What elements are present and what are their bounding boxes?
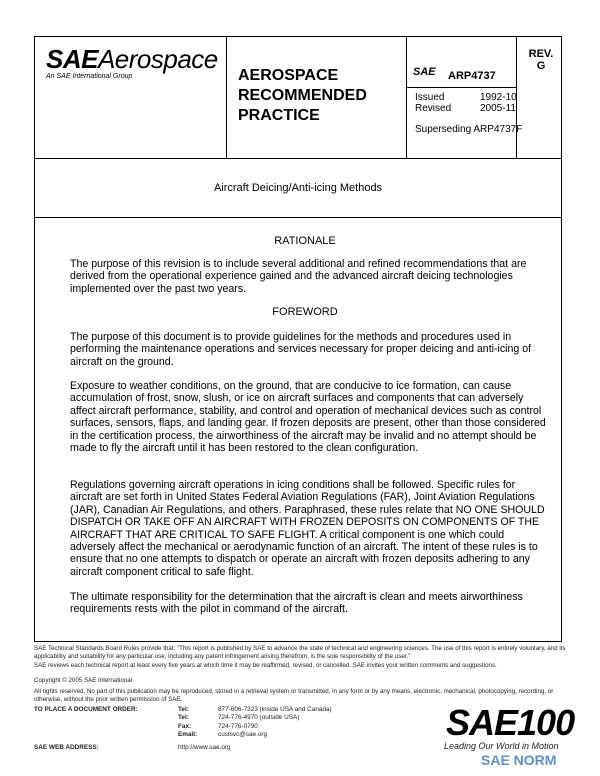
brand-tagline: Leading Our World in Motion <box>444 741 559 751</box>
contact-value: 724-776-4970 (outside USA) <box>218 714 300 722</box>
issued-label: Issued <box>415 92 445 103</box>
doc-number: ARP4737 <box>448 70 496 82</box>
rationale-heading: RATIONALE <box>274 235 336 247</box>
issued-row <box>415 92 517 103</box>
logo-subtitle: An SAE International Group <box>46 73 133 80</box>
title-line-3: PRACTICE <box>238 107 320 124</box>
contact-key: Tel: <box>178 706 189 713</box>
title-line-1: AEROSPACE <box>238 67 339 84</box>
web-address: http://www.sae.org <box>178 744 231 751</box>
revision-block <box>526 48 556 72</box>
footer-copyright: Copyright © 2005 SAE International <box>34 677 133 684</box>
contact-row <box>178 706 332 714</box>
revised-row <box>415 103 516 114</box>
order-label: TO PLACE A DOCUMENT ORDER: <box>34 706 138 713</box>
title-line-2: RECOMMENDED <box>238 87 367 104</box>
logo-bold: SAE <box>46 44 98 74</box>
logo-regular: Aerospace <box>97 44 218 74</box>
contact-row <box>178 723 332 731</box>
foreword-heading: FOREWORD <box>272 306 338 318</box>
contact-value: 724-776-0790 <box>218 722 258 730</box>
revised-label: Revised <box>415 103 452 114</box>
rev-value: G <box>536 60 546 72</box>
contact-key: Fax: <box>178 722 192 730</box>
title-divider <box>34 217 562 218</box>
foreword-paragraph-3: Regulations governing aircraft operations in icing conditions shall be followed. Specific rules for aircraft are set forth in United States Federal Aviation Regulations (FAR), Joint Aviation Regulations (JAR), Canadian Air Regulations, and others. Paraphrased, these rules relate that NO ONE SHOULD DISPATCH OR TAKE OFF AN AIRCRAFT WITH FROZEN DEPOSITS ON COMPONENTS OF THE AIRCRAFT THAT ARE CRITICAL TO SAFE FLIGHT. A critical component is one which could adversely affect the mechanical or aerodynamic function of an aircraft. The intent of these rules is to ensure that no one attempts to dispatch or operate an aircraft with frozen deposits adhering to any aircraft component critical to safe flight. <box>70 479 545 578</box>
rev-label: REV. <box>528 48 554 60</box>
superseding: Superseding ARP4737F <box>415 124 523 135</box>
order-contacts <box>178 706 332 740</box>
footer-rules: SAE Technical Standards Board Rules provide that: "This report is published by SAE to advance the state of technical and engineering sciences. The use of this report is entirely voluntary, and its applicability and suitability for any particular use, including any patent infringement arising therefrom, is the sole responsibility of the user." <box>34 645 566 660</box>
foreword-paragraph-4: The ultimate responsibility for the determination that the aircraft is clean and meets airworthiness requirements rests with the pilot in command of the aircraft. <box>70 591 523 616</box>
contact-row <box>178 731 332 739</box>
sae100-logo: SAE100 <box>446 702 575 743</box>
sae-aerospace-logo <box>46 44 218 80</box>
web-label: SAE WEB ADDRESS: <box>34 744 99 751</box>
revised-value: 2005-11 <box>480 103 516 114</box>
contact-key: Email: <box>178 731 198 739</box>
contact-value: custsvc@sae.org <box>218 731 268 739</box>
issued-value: 1992-10 <box>480 92 517 103</box>
foreword-paragraph-2: Exposure to weather conditions, on the ground, that are conducive to ice formation, can cause accumulation of frost, snow, slush, or ice on aircraft surfaces and components that can adversely affect aircraft performance, stability, and control and operation of mechanical devices such as control surfaces, sensors, flaps, and landing gear. If frozen deposits are present, other than those considered in the certification process, the airworthiness of the aircraft may be invalid and no attempt should be made to fly the aircraft until it has been restored to the clean configuration. <box>70 380 546 455</box>
docnum-divider <box>406 36 407 159</box>
rationale-text: The purpose of this revision is to include several additional and refined recommendations that are derived from the operational experience gained and the advanced aircraft deicing technologies implemented over the past two years. <box>70 258 527 295</box>
document-type-title <box>238 66 367 126</box>
contact-row <box>178 714 332 722</box>
document-title: Aircraft Deicing/Anti-icing Methods <box>213 182 383 194</box>
contact-value: 877-606-7323 (inside USA and Canada) <box>218 706 332 713</box>
header-divider <box>34 158 562 159</box>
foreword-paragraph-1: The purpose of this document is to provide guidelines for the methods and procedures used in performing the maintenance operations and services necessary for proper deicing and anti-icing of aircraft on the ground. <box>70 331 532 368</box>
contact-key: Tel: <box>178 714 189 722</box>
footer-review: SAE reviews each technical report at least every five years at which time it may be reaffirmed, revised, or cancelled. SAE invites your written comments and suggestions. <box>34 662 497 669</box>
docnum-underline <box>406 87 516 88</box>
footer-rights: All rights reserved. No part of this publication may be reproduced, stored in a retrieval system or transmitted, in any form or by any means, electronic, mechanical, photocopying, recording, or otherwise, without the prior written permission of SAE. <box>34 688 554 703</box>
logo-divider <box>226 36 227 159</box>
watermark: SAE NORM <box>481 752 557 768</box>
sae-mark: SAE <box>413 66 436 78</box>
